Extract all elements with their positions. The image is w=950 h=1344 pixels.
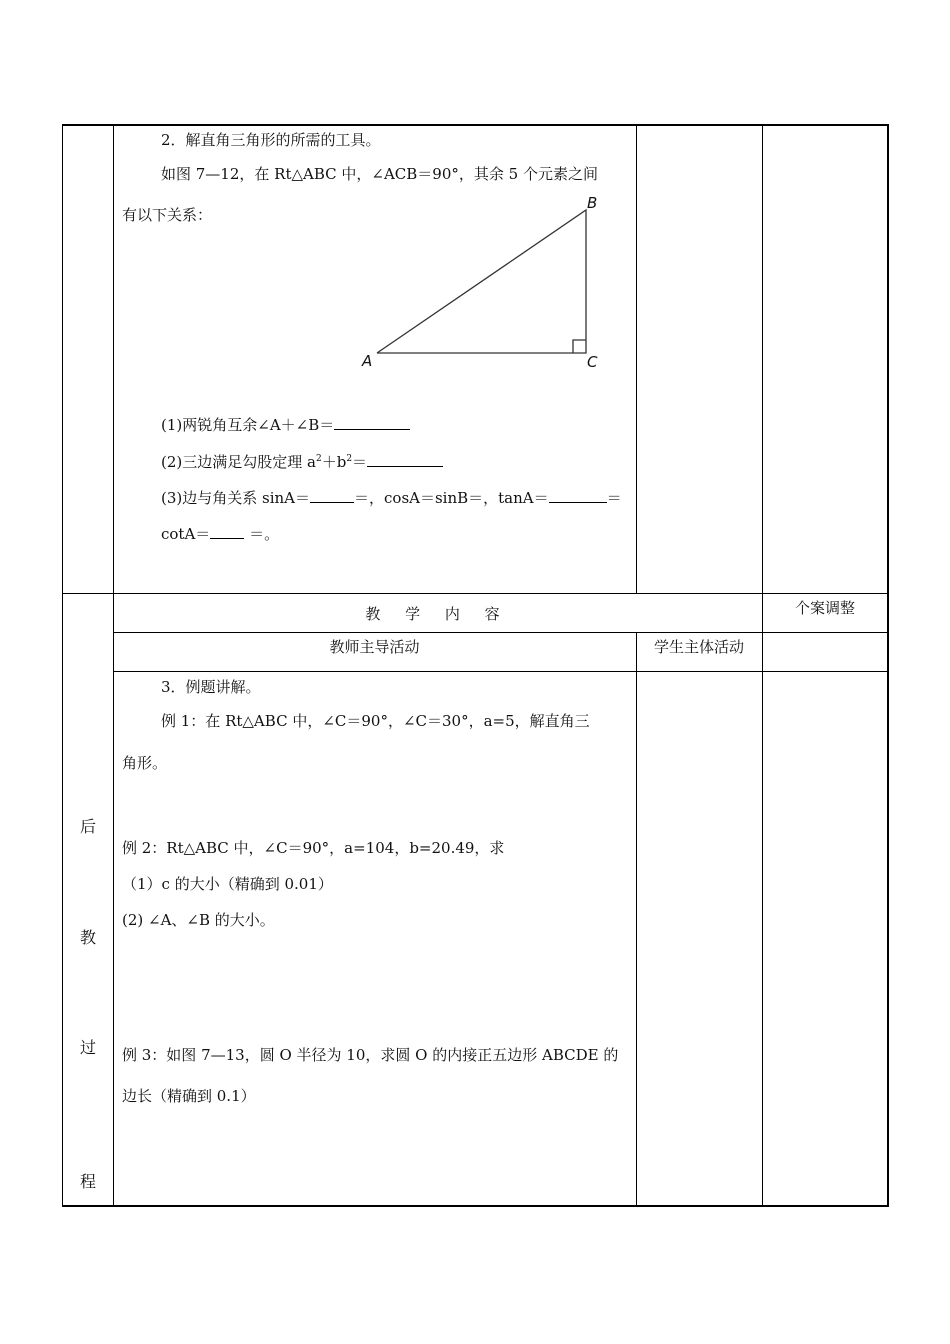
table-bottom-border xyxy=(62,1205,888,1207)
example2-line2: （1）c 的大小（精确到 0.01） xyxy=(122,875,333,893)
student-column-divider-lower xyxy=(636,632,637,1206)
answer-blank-4[interactable] xyxy=(549,488,607,503)
section1-heading: 2．解直角三角形的所需的工具。 xyxy=(161,131,381,149)
header-divider-2 xyxy=(113,671,888,672)
section-divider xyxy=(62,593,888,594)
example2-line3: (2) ∠A、∠B 的大小。 xyxy=(122,911,275,929)
section1-intro-line2: 有以下关系： xyxy=(122,206,213,224)
student-activity-header: 学生主体活动 xyxy=(653,638,744,656)
example3-line2: 边长（精确到 0.1） xyxy=(122,1087,256,1105)
header-divider-1 xyxy=(113,632,888,633)
side-label-char-1: 后 xyxy=(79,817,96,836)
answer-blank-2[interactable] xyxy=(367,452,443,467)
right-triangle-figure xyxy=(355,190,615,380)
example2-line1: 例 2：Rt△ABC 中，∠C＝90°，a=104，b=20.49，求 xyxy=(122,839,505,857)
table-right-border xyxy=(887,124,889,1207)
side-column-divider xyxy=(113,124,114,1207)
example3-line1: 例 3：如图 7—13，圆 O 半径为 10，求圆 O 的内接正五边形 ABCDE 的 xyxy=(122,1046,619,1064)
example1-line1: 例 1：在 Rt△ABC 中，∠C＝90°，∠C＝30°，a=5，解直角三 xyxy=(161,712,590,730)
answer-blank-1[interactable] xyxy=(334,415,410,430)
adjust-header: 个案调整 xyxy=(794,599,855,617)
section1-intro-line1: 如图 7—12，在 Rt△ABC 中，∠ACB＝90°，其余 5 个元素之间 xyxy=(161,165,598,183)
relation-item-2: (2)三边满足勾股定理 $a^2+b^2=$ xyxy=(161,452,443,472)
table-top-border xyxy=(62,124,888,126)
side-label-char-2: 教 xyxy=(79,928,96,947)
vertex-label-c: C xyxy=(587,353,598,371)
answer-blank-5[interactable] xyxy=(210,524,244,539)
side-label-char-3: 过 xyxy=(79,1038,96,1057)
adjust-column-divider-lower xyxy=(762,632,763,1206)
relation-item-3: (3)边与角关系 sinA＝ ＝，cosA＝sinB＝，tanA＝ ＝ xyxy=(161,489,622,507)
vertex-label-b: B xyxy=(587,194,598,212)
teacher-activity-header: 教师主导活动 xyxy=(329,638,420,656)
answer-blank-3[interactable] xyxy=(310,488,354,503)
vertex-label-a: A xyxy=(362,352,373,370)
teaching-content-header: 教 学 内 容 xyxy=(365,605,510,623)
relation-item-1: (1)两锐角互余∠A＋∠B＝ xyxy=(161,415,410,435)
section2-heading: 3．例题讲解。 xyxy=(161,678,261,696)
adjust-column-divider-upper xyxy=(762,124,763,594)
example1-line2: 角形。 xyxy=(122,754,168,772)
relation-item-4: cotA＝ ＝。 xyxy=(161,525,280,543)
side-label-char-4: 程 xyxy=(79,1172,96,1191)
student-column-divider-upper xyxy=(636,124,637,594)
